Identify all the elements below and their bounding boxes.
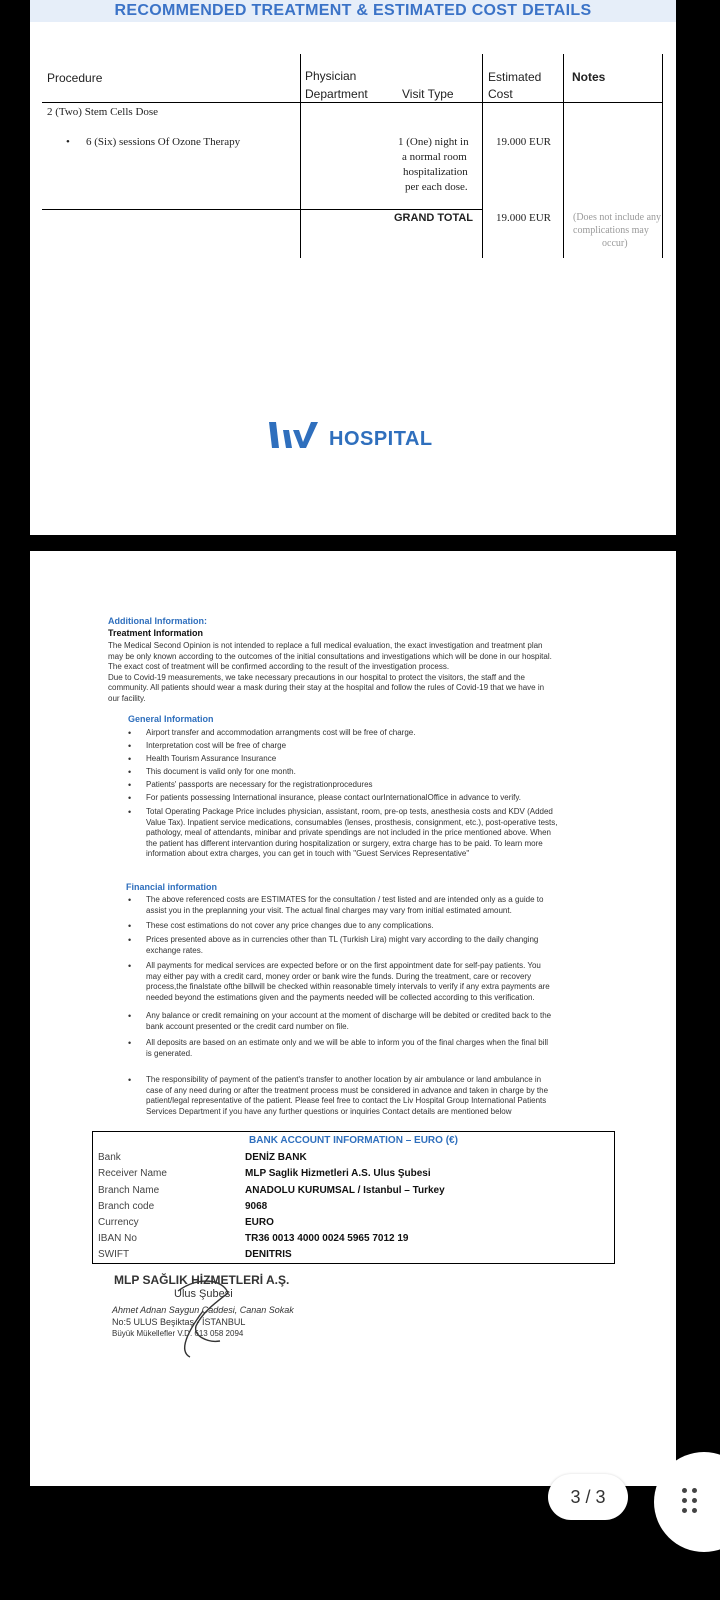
signature-icon [148,1271,268,1361]
list-item: • The above referenced costs are ESTIMATES for the consultation / test listed and are intended only as a guide to assist you in the preplanning your visit. The actual final charges may vary from initial estimated amount. [128,895,544,915]
total-note-line: complications may [573,225,649,236]
header-cost: Cost [488,87,513,101]
paragraph-line: Due to Covid-19 measurements, we take necessary precautions in our hospital to protect the visitors, the staff and the [108,672,525,682]
table-divider [42,102,663,103]
procedure-bullet: 6 (Six) sessions Of Ozone Therapy [86,136,241,148]
paragraph-line: may be only known according to the outcomes of the initial consultations and investigations which will be done in our hospital. [108,651,552,661]
bank-label: Currency [98,1217,139,1228]
bank-table-title: BANK ACCOUNT INFORMATION – EURO (€) [249,1135,458,1146]
table-divider [300,54,301,258]
visit-line: 1 (One) night in [398,136,469,148]
page-title: RECOMMENDED TREATMENT & ESTIMATED COST DETAILS [30,0,676,22]
header-notes: Notes [572,70,606,84]
list-item: • All payments for medical services are expected before or on the first appointment date for self-pay patients. You may either pay with a credit card, money order or bank wire the funds. During the treatment, care or recovery process,the finalstate ofthe billwill be checked within reasonable timely intervals to verify if any extra payments are needed beyond the estimations given and the payments needed will be collected according to this verification. [128,961,550,1002]
bank-value: DENITRIS [245,1249,292,1260]
bank-label: Bank [98,1152,121,1163]
stamp-line: Ulus Şubesi [174,1288,233,1300]
header-department: Department [305,87,368,101]
bank-value: 9068 [245,1201,268,1212]
liv-hospital-logo [267,418,507,458]
row-cost: 19.000 EUR [496,136,551,148]
list-item: • Prices presented above as in currencies other than TL (Turkish Lira) might vary according to the daily changing exchange rates. [128,935,539,955]
liv-logo-mark-icon [267,418,327,454]
document-page-1 [30,0,676,535]
bank-value: DENİZ BANK [245,1152,307,1163]
bank-account-table [92,1131,615,1264]
bank-value: MLP Saglik Hizmetleri A.S. Ulus Şubesi [245,1168,431,1179]
paragraph-line: our facility. [108,693,146,703]
bank-label: Branch code [98,1201,155,1212]
table-divider [563,54,564,258]
bank-value: ANADOLU KURUMSAL / Istanbul – Turkey [245,1185,445,1196]
total-note-line: occur) [602,238,628,249]
cost-table [42,54,668,258]
general-info-title: General Information [128,714,214,724]
bank-value: EURO [245,1217,274,1228]
stamp-line: No:5 ULUS Beşiktaş - İSTANBUL [112,1317,246,1327]
table-divider [42,209,482,210]
page-indicator[interactable]: 3 / 3 [548,1474,628,1520]
procedure-title: 2 (Two) Stem Cells Dose [47,106,159,118]
visit-line: hospitalization [403,166,468,178]
header-visit-type: Visit Type [402,87,454,101]
additional-info-title: Additional Information: [108,616,207,626]
financial-info-title: Financial information [126,882,218,892]
header-estimated: Estimated [488,70,542,84]
header-procedure: Procedure [47,71,103,85]
grand-total-label: GRAND TOTAL [394,212,474,224]
bullet-dot: • [66,136,70,148]
stamp-line: Büyük Mükellefler V.D. 613 058 2094 [112,1329,244,1338]
table-divider [662,54,663,258]
list-item: • Any balance or credit remaining on your account at the moment of discharge will be debited or credited back to the bank account presented or the credit card number on file. [128,1011,552,1031]
visit-line: a normal room [402,151,467,163]
stamp-line: Ahmet Adnan Saygun Caddesi, Canan Sokak [112,1305,294,1315]
paragraph-line: community. All patients should wear a mask during their stay at the hospital and follow the rules of Covid-19 that we have in [108,683,545,692]
company-stamp [108,1269,368,1369]
list-item: • All deposits are based on an estimate only and we will be able to inform you of the final charges when the final bill is generated. [128,1038,549,1058]
bank-label: Branch Name [98,1185,160,1196]
total-note-line: (Does not include any [573,212,662,223]
paragraph-line: The exact cost of treatment will be confirmed according to the result of the investigation process. [108,662,450,671]
table-divider [482,54,483,258]
treatment-info-title: Treatment Information [108,628,204,638]
bank-label: Receiver Name [98,1168,167,1179]
bank-label: SWIFT [98,1249,130,1260]
header-physician: Physician [305,69,357,83]
document-page-2: Additional Information: Treatment Information The Medical Second Opinion is not intended to replace a full medical evaluation, the exact investigation and treatment plan may be only known according to the outcomes of the initial consultations and investigations which will be done in our hospital. The exact cost of treatment will be confirmed according to the result of the investigation process. Due to Covid-19 measurements, we take necessary precautions in our hospital to protect the visitors, the staff and the community. All patients should wear a mask during their stay at the hospital and follow the rules of Covid-19 that we have in our facility. General Information • Airport transfer and accommodation arrangments cost will be free of charge. • Interpretation cost will be free of charge • Health Tourism Assurance Insurance • This document is valid only for one month. • Patients' passports are necessary for the registrationprocedures • For patients possessing International insurance, please contact ourInternationalOffice in advance to verify. • Total Operating Package Price includes physician, assistant, room, pre-op tests, anesthesia costs and KDV (Added Value Tax). Inpatient service medications, consumables (lenses, prosthesis, consignment, etc.), post-operative tests, pathology, meal of attendants, minibar and private spendings are not included in the price mentioned above. When the patient has different intervantion during hospitalization or surgery, extra charge has to be paid. To learn more information about extra charges, you can get in touch with "Guest Services Representative" Financial information • The above referenced costs are ESTIMATES for the consultation / test listed and are intended only as a guide to assist you in the preplanning your visit. The actual final charges may vary from initial estimated amount. • These cost estimations do not cover any price changes due to any complications. • Prices presented above as in currencies other than TL (Turkish Lira) might vary according to the daily changing exchange rates. • All payments for medical services are expected before or on the first appointment date for self-pay patients. You may either pay with a credit card, money order or bank wire the funds. During the treatment, care or recovery process,the finalstate ofthe billwill be checked within reasonable timely intervals to verify if any extra payments are needed beyond the estimations given and the payments needed will be collected according to this verification. • Any balance or credit remaining on your account at the moment of discharge will be debited or credited back to the bank account presented or the credit card number on file. • All deposits are based on an estimate only and we will be able to inform you of the final charges when the final bill is generated. • The responsibility of payment of the patient's transfer to another location by air ambulance or land ambulance in case of any need during or after the treatment process must be considered in advance and taken in charge by the patient/legal representative of the patient. Please feel free to contact the Liv Hospital Group International Patients Services Department if you have any further questions or inquiries Contact details are mentioned below BANK ACCOUNT INFORMATION – EURO (€) Bank DENİZ BANK Receiver Name MLP Saglik Hizmetleri A.S. Ulus Şubesi Branch Name ANADOLU KURUMSAL / Istanbul – Turkey Branch code 9068 Currency EURO IBAN No TR36 0013 4000 0024 5965 7012 19 SWIFT DENITRIS MLP SAĞLIK HİZMETLERİ A.Ş. Ulus Şubesi Ahmet Adnan Saygun Caddesi, Canan Sokak No:5 ULUS Beşiktaş - İSTANBUL Büyük Mükellefler V.D. 613 058 2094 [30,551,676,1486]
paragraph-line: The Medical Second Opinion is not intended to replace a full medical evaluation, the exact investigation and treatment plan [108,641,543,650]
bank-label: IBAN No [98,1233,137,1244]
visit-line: per each dose. [405,181,468,193]
grand-total-value: 19.000 EUR [496,212,551,224]
list-item: • The responsibility of payment of the patient's transfer to another location by air ambulance or land ambulance in case of any need during or after the treatment process must be considered in advance and taken in charge by the patient/legal representative of the patient. Please feel free to contact the Liv Hospital Group International Patients Services Department if you have any further questions or inquiries Contact details are mentioned below [128,1075,549,1116]
stamp-line: MLP SAĞLIK HİZMETLERİ A.Ş. [114,1273,290,1287]
list-item: • Total Operating Package Price includes physician, assistant, room, pre-op tests, anesthesia costs and KDV (Added Value Tax). Inpatient service medications, consumables (lenses, prosthesis, consignment, etc.), post-operative tests, pathology, meal of attendants, minibar and private spendings are not included in the price mentioned above. When the patient has different intervantion during hospitalization or surgery, extra charge has to be paid. To learn more information about extra charges, you can get in touch with "Guest Services Representative" [128,807,558,858]
bank-value: TR36 0013 4000 0024 5965 7012 19 [245,1233,409,1244]
logo-text: HOSPITAL [329,428,433,450]
